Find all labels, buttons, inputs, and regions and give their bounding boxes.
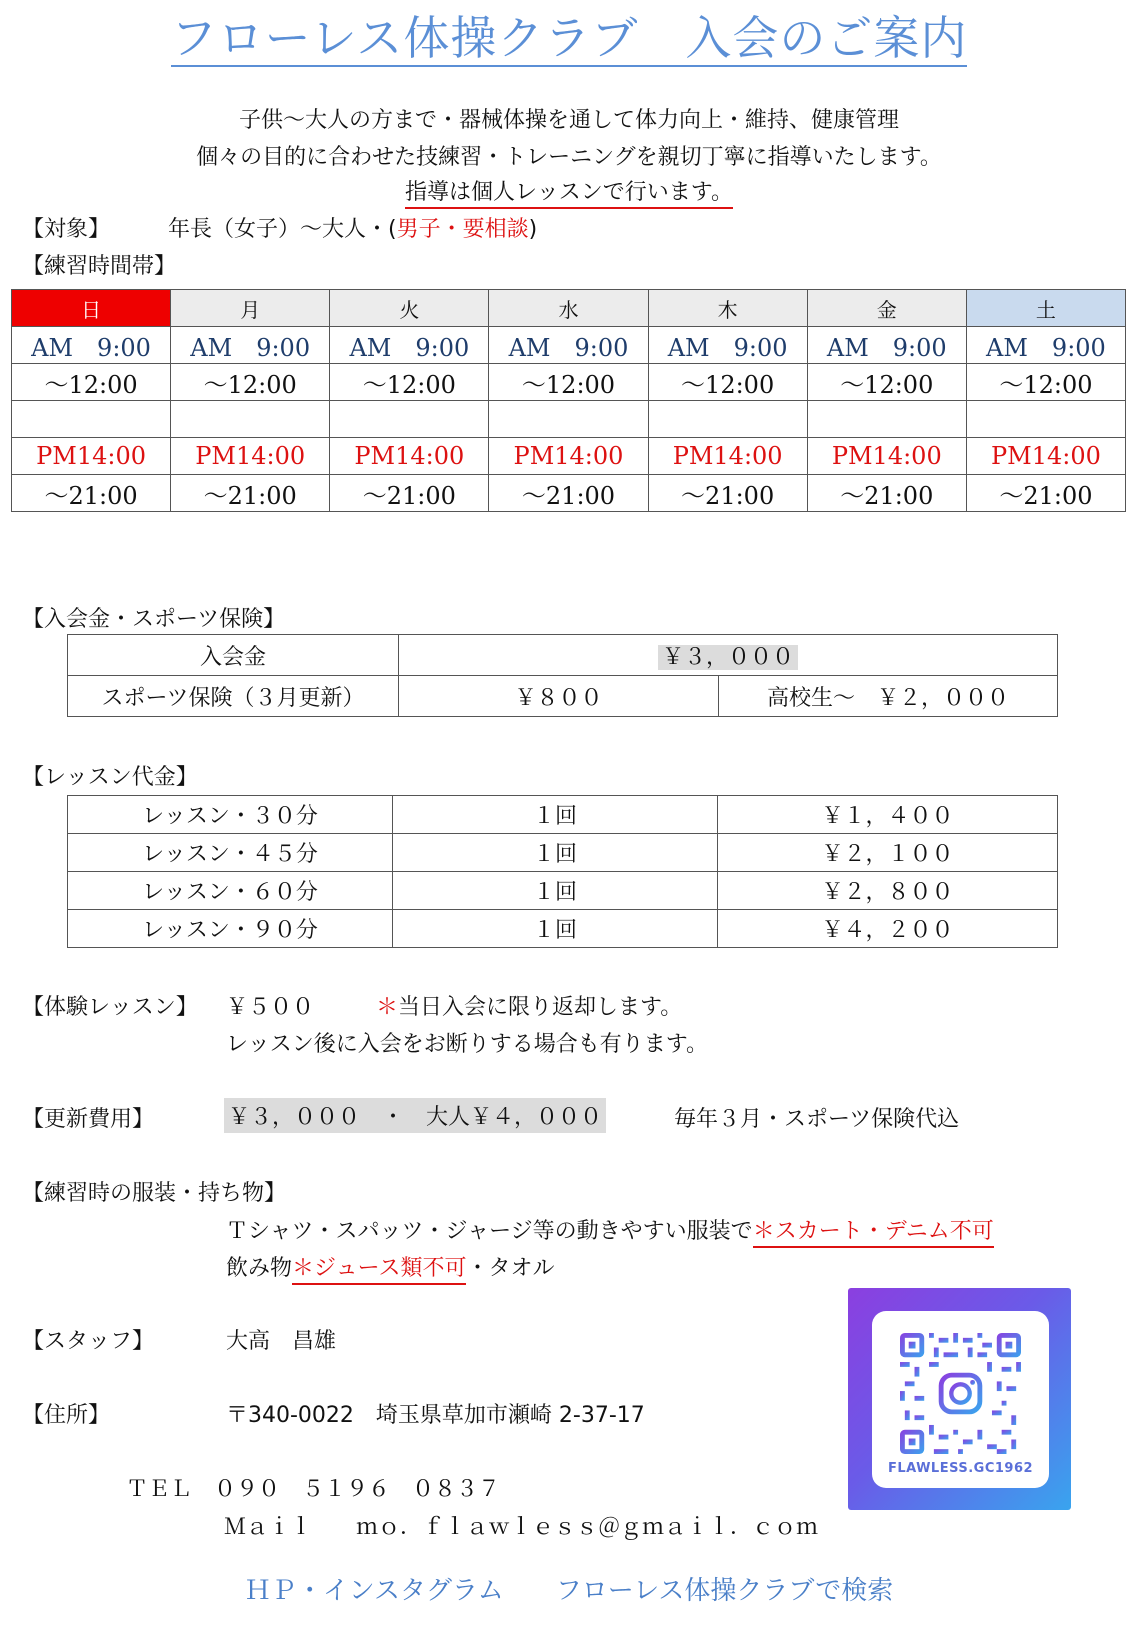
trial-label: 【体験レッスン】 xyxy=(22,995,198,1020)
day-mon: 月 xyxy=(171,290,330,327)
table-row xyxy=(68,910,1058,948)
insurance-row xyxy=(68,676,1058,717)
lesson-name: レッスン・９０分 xyxy=(68,910,393,948)
pm-start-cell: PM14:00 xyxy=(12,438,171,475)
am-start-cell: AM 9:00 xyxy=(12,327,171,364)
lesson-count: １回 xyxy=(393,796,718,834)
address-value: 〒340-0022 埼玉県草加市瀬崎 2-37-17 xyxy=(226,1403,645,1428)
staff-name: 大高 昌雄 xyxy=(226,1329,337,1354)
lesson-name: レッスン・６０分 xyxy=(68,872,393,910)
staff-label: 【スタッフ】 xyxy=(22,1329,155,1354)
entry-fee-value-cell xyxy=(399,635,1058,676)
insurance-label: スポーツ保険（３月更新） xyxy=(68,676,399,717)
pm-start-cell: PM14:00 xyxy=(648,438,807,475)
pm-end-cell: ～21:00 xyxy=(648,475,807,512)
instagram-qr-code[interactable] xyxy=(848,1288,1071,1510)
entry-fee-value: ￥３，０００ xyxy=(658,645,798,670)
renewal-price: ￥３，０００ ・ 大人￥４，０００ xyxy=(224,1098,606,1133)
am-start-cell: AM 9:00 xyxy=(171,327,330,364)
blank-cell xyxy=(966,401,1125,438)
lesson-price: ￥４，２００ xyxy=(718,910,1058,948)
fees-label: 【入会金・スポーツ保険】 xyxy=(22,607,286,632)
lesson-count: １回 xyxy=(393,872,718,910)
pm-end-cell: ～21:00 xyxy=(807,475,966,512)
am-start-cell: AM 9:00 xyxy=(807,327,966,364)
pm-end-cell: ～21:00 xyxy=(330,475,489,512)
pm-start-cell: PM14:00 xyxy=(330,438,489,475)
blank-cell xyxy=(489,401,648,438)
qr-pattern xyxy=(900,1333,1021,1454)
day-sun: 日 xyxy=(12,290,171,327)
qr-card xyxy=(872,1311,1049,1488)
entry-fee-row xyxy=(68,635,1058,676)
am-start-cell: AM 9:00 xyxy=(330,327,489,364)
day-sat: 土 xyxy=(966,290,1125,327)
lesson-price: ￥２，１００ xyxy=(718,834,1058,872)
blank-cell xyxy=(12,401,171,438)
day-fri: 金 xyxy=(807,290,966,327)
trial-price: ￥５００ xyxy=(226,995,315,1020)
blank-cell xyxy=(648,401,807,438)
lesson-count: １回 xyxy=(393,910,718,948)
am-end-cell: ～12:00 xyxy=(807,364,966,401)
renewal-note: 毎年３月・スポーツ保険代込 xyxy=(674,1107,960,1132)
table-row xyxy=(68,834,1058,872)
intro-line-3 xyxy=(0,175,1138,206)
lesson-name: レッスン・３０分 xyxy=(68,796,393,834)
blank-cell xyxy=(807,401,966,438)
no-skirt-denim-note: ＊スカート・デニム不可 xyxy=(753,1219,994,1248)
target-value: 年長（女子）～大人・(男子・要相談) xyxy=(168,217,538,242)
schedule-table xyxy=(11,289,1126,512)
lesson-price: ￥１，４００ xyxy=(718,796,1058,834)
clothing-line-1: Ｔシャツ・スパッツ・ジャージ等の動きやすい服装で＊スカート・デニム不可 xyxy=(226,1214,994,1245)
intro-line-1: 子供～大人の方まで・器械体操を通して体力向上・維持、健康管理 xyxy=(238,108,899,133)
pm-end-cell: ～21:00 xyxy=(171,475,330,512)
lessons-label: 【レッスン代金】 xyxy=(22,765,198,790)
entry-fee-label: 入会金 xyxy=(68,635,399,676)
insurance-value-adult: 高校生～ ￥２，０００ xyxy=(719,676,1058,717)
tel-number: ＴＥＬ ０９０ ５１９６ ０８３７ xyxy=(126,1477,501,1502)
pm-start-row xyxy=(12,438,1126,475)
day-wed: 水 xyxy=(489,290,648,327)
clothing-line-2: 飲み物＊ジュース類不可・タオル xyxy=(226,1251,555,1282)
qr-handle-tag: FLAWLESS.GC1962 xyxy=(887,1461,1034,1476)
blank-cell xyxy=(171,401,330,438)
blank-cell xyxy=(330,401,489,438)
pm-end-cell: ～21:00 xyxy=(966,475,1125,512)
lesson-price: ￥２，８００ xyxy=(718,872,1058,910)
renewal-label: 【更新費用】 xyxy=(22,1107,155,1132)
lesson-name: レッスン・４５分 xyxy=(68,834,393,872)
pm-start-cell: PM14:00 xyxy=(807,438,966,475)
pm-end-row xyxy=(12,475,1126,512)
am-start-cell: AM 9:00 xyxy=(489,327,648,364)
pm-end-cell: ～21:00 xyxy=(489,475,648,512)
intro-line-2: 個々の目的に合わせた技練習・トレーニングを親切丁寧に指導いたします。 xyxy=(196,145,942,170)
trial-note: ＊当日入会に限り返却します。 xyxy=(376,995,683,1020)
day-thu: 木 xyxy=(648,290,807,327)
boys-consult-note: 男子・要相談 xyxy=(396,217,529,242)
schedule-label: 【練習時間帯】 xyxy=(22,254,177,279)
am-start-row xyxy=(12,327,1126,364)
clothing-label: 【練習時の服装・持ち物】 xyxy=(22,1181,287,1206)
am-end-cell: ～12:00 xyxy=(171,364,330,401)
schedule-header-row xyxy=(12,290,1126,327)
trial-note-2: レッスン後に入会をお断りする場合も有ります。 xyxy=(226,1032,709,1057)
am-start-cell: AM 9:00 xyxy=(966,327,1125,364)
pm-start-cell: PM14:00 xyxy=(489,438,648,475)
lesson-count: １回 xyxy=(393,834,718,872)
am-end-cell: ～12:00 xyxy=(12,364,171,401)
lesson-method-note: 指導は個人レッスンで行います。 xyxy=(405,180,733,209)
am-end-cell: ～12:00 xyxy=(966,364,1125,401)
am-start-cell: AM 9:00 xyxy=(648,327,807,364)
lesson-price-table xyxy=(67,795,1058,948)
am-end-cell: ～12:00 xyxy=(489,364,648,401)
table-row xyxy=(68,872,1058,910)
no-juice-note: ＊ジュース類不可 xyxy=(292,1256,466,1285)
fee-table xyxy=(67,634,1058,717)
blank-row xyxy=(12,401,1126,438)
pm-start-cell: PM14:00 xyxy=(171,438,330,475)
am-end-cell: ～12:00 xyxy=(648,364,807,401)
insurance-value-child: ￥８００ xyxy=(399,676,719,717)
am-end-cell: ～12:00 xyxy=(330,364,489,401)
table-row xyxy=(68,796,1058,834)
pm-end-cell: ～21:00 xyxy=(12,475,171,512)
footer-search-note: ＨＰ・インスタグラム フローレス体操クラブで検索 xyxy=(244,1576,894,1606)
mail-address[interactable]: Ｍａｉｌ ｍｏ．ｆｌａｗｌｅｓｓ＠ｇｍａｉｌ．ｃｏｍ xyxy=(224,1515,819,1540)
page-title: フローレス体操クラブ 入会のご案内 xyxy=(170,11,968,65)
target-label: 【対象】 xyxy=(22,217,111,242)
am-end-row xyxy=(12,364,1126,401)
asterisk-mark: ＊ xyxy=(376,995,399,1020)
pm-start-cell: PM14:00 xyxy=(966,438,1125,475)
day-tue: 火 xyxy=(330,290,489,327)
address-label: 【住所】 xyxy=(22,1403,111,1428)
